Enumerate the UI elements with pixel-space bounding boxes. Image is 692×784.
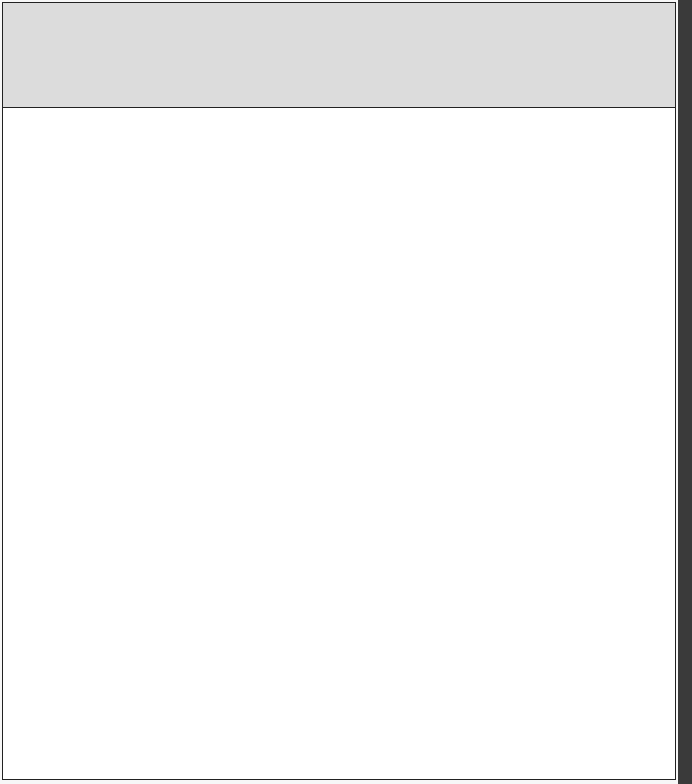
process-group-table bbox=[2, 2, 676, 780]
knowledge-area-header bbox=[3, 3, 120, 108]
process-group-columns bbox=[119, 33, 675, 108]
process-groups-header bbox=[119, 3, 675, 34]
table-body bbox=[3, 107, 675, 779]
